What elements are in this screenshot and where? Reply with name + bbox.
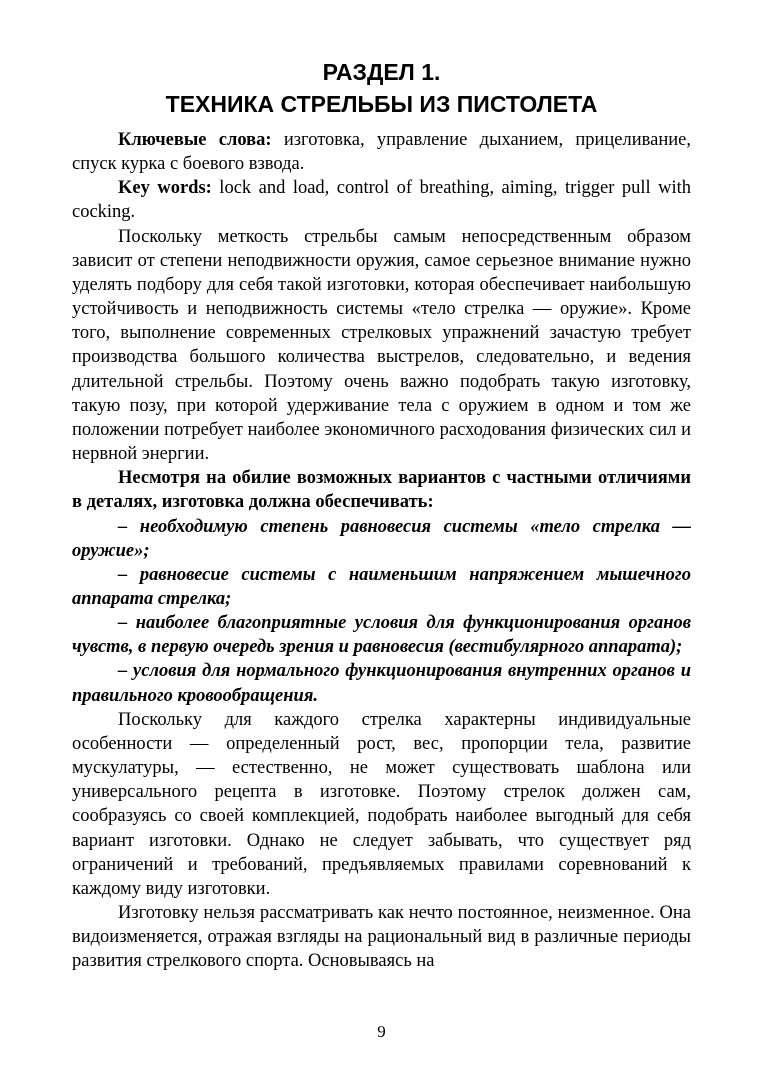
section-heading <box>72 56 691 120</box>
requirements-intro: Несмотря на обилие возможных вариантов с частными отличиями в деталях, изготовка должна обеспечивать: <box>72 468 691 513</box>
keywords-ru-paragraph <box>72 128 691 176</box>
keywords-en-text: lock and load, control of breathing, aiming, trigger pull with cocking. <box>72 178 691 223</box>
requirement-item: – наиболее благоприятные условия для функционирования органов чувств, в первую очередь зрения и равновесия (вестибулярного аппарата); <box>72 613 691 658</box>
page-number: 9 <box>377 1022 386 1041</box>
requirement-item: – равновесие системы с наименьшим напряжением мышечного аппарата стрелка; <box>72 564 691 609</box>
keywords-en-label: Key words: <box>118 178 212 199</box>
paragraph-2: Поскольку для каждого стрелка характерны индивидуальные особенности — определенный рост, вес, пропорции тела, развитие мускулатуры, — естественно, не может существовать шаблона или универсального рецепта в изготовке. Поэтому стрелок должен сам, сообразуясь со своей комплекцией, подобрать наиболее выгодный для себя вариант изготовки. Однако не следует забывать, что существует ряд ограничений и требований, предъявляемых правилами соревнований к каждому виду изготовки. <box>72 709 691 899</box>
section-number: РАЗДЕЛ 1. <box>322 59 441 85</box>
body-text <box>72 128 691 973</box>
requirement-item: – условия для нормального функционирования внутренних органов и правильного кровообращения. <box>72 661 691 706</box>
keywords-ru-label: Ключевые слова: <box>118 130 272 150</box>
requirement-item: – необходимую степень равновесия системы «тело стрелка — оружие»; <box>72 516 691 561</box>
keywords-ru-text: изготовка, управление дыханием, прицеливание, спуск курка с боевого взвода. <box>72 130 691 175</box>
keywords-en-paragraph <box>72 176 691 224</box>
paragraph-1: Поскольку меткость стрельбы самым непосредственным образом зависит от степени неподвижности оружия, самое серьезное внимание нужно уделять подбору для себя такой изготовки, которая обеспечивает наибольшую устойчивость и неподвижность системы «тело стрелка — оружие». Кроме того, выполнение современных стрелковых упражнений зачастую требует производства большого количества выстрелов, следовательно, и ведения длительной стрельбы. Поэтому очень важно подобрать такую изготовку, такую позу, при которой удерживание тела с оружием в одном и том же положении потребует наиболее экономичного расходования физических сил и нервной энергии. <box>72 226 691 465</box>
paragraph-3: Изготовку нельзя рассматривать как нечто постоянное, неизменное. Она видоизменяется, отражая взгляды на рациональный вид в различные периоды развития стрелкового спорта. Основываясь на <box>72 903 691 972</box>
section-title: ТЕХНИКА СТРЕЛЬБЫ ИЗ ПИСТОЛЕТА <box>165 91 598 117</box>
